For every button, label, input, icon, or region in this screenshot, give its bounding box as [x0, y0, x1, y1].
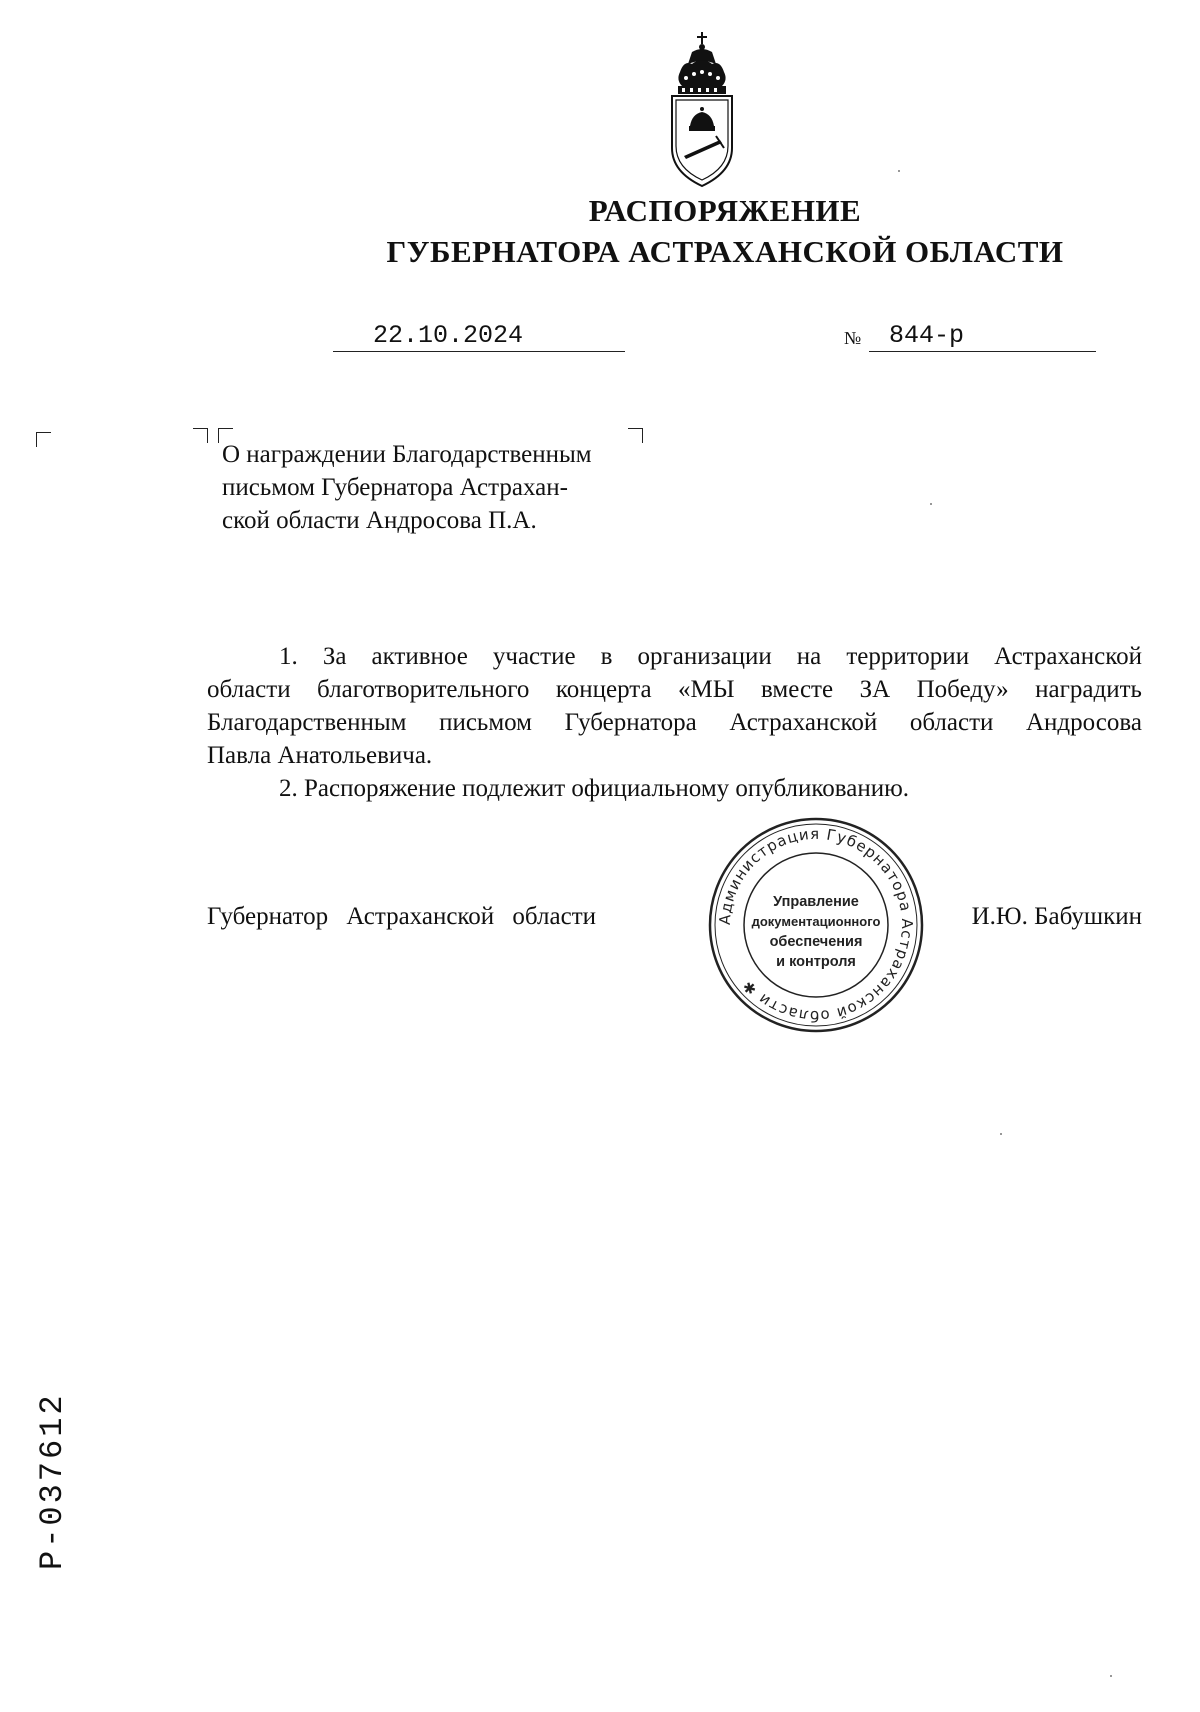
body-word: области	[909, 709, 994, 736]
subject-corner-mark	[193, 428, 208, 443]
body-word: наградить	[1035, 676, 1142, 703]
scan-speck	[898, 170, 900, 172]
seal-inner-line: и контроля	[776, 954, 856, 970]
body-word: в	[600, 643, 613, 670]
seal-outer-text: Администрация Губернатора Астраханской области ✱	[715, 824, 917, 1026]
document-title: РАСПОРЯЖЕНИЕ	[588, 193, 862, 228]
seal-inner-line: документационного	[751, 914, 881, 929]
body-word: территории	[846, 643, 970, 670]
number-sign: №	[844, 328, 862, 348]
body-word: вместе	[761, 676, 834, 703]
document-issuer: ГУБЕРНАТОРА АСТРАХАНСКОЙ ОБЛАСТИ	[386, 234, 1064, 269]
body-word: Астраханской	[729, 709, 878, 736]
body-word: участие	[492, 643, 576, 670]
body-paragraph-2: 2. Распоряжение подлежит официальному опубликованию.	[279, 775, 910, 802]
body-word: письмом	[439, 709, 532, 736]
body-word: Победу»	[916, 676, 1009, 703]
seal-inner-line: Управление	[773, 894, 859, 910]
order-number: 844-р	[889, 321, 965, 350]
body-word: Астраханской	[994, 643, 1142, 670]
seal-inner-line: обеспечения	[769, 934, 863, 950]
body-word: «МЫ	[678, 676, 735, 703]
body-word: на	[796, 643, 822, 670]
body-line	[207, 640, 1142, 673]
body-word: области	[207, 676, 291, 703]
body-word: ЗА	[859, 676, 891, 703]
registration-code: Р-037612	[34, 1392, 71, 1570]
scan-speck	[930, 503, 932, 505]
body-word: Губернатора	[564, 709, 697, 736]
body-word: За	[322, 643, 347, 670]
body-word: организации	[637, 643, 772, 670]
body-line	[207, 706, 1142, 739]
body-word: 1.	[279, 643, 298, 670]
signer-position: Губернатор Астраханской области	[207, 903, 597, 930]
scan-speck	[1110, 1675, 1112, 1677]
body-line	[207, 673, 1142, 706]
subject-line: О награждении Благодарственным	[222, 441, 592, 468]
body-line: Павла Анатольевича.	[207, 742, 433, 769]
scan-speck	[1000, 1133, 1002, 1135]
official-seal-stamp	[707, 816, 925, 1034]
coat-of-arms-icon	[662, 30, 742, 190]
signer-name: И.Ю. Бабушкин	[971, 903, 1142, 930]
order-subject	[222, 438, 642, 537]
order-body	[207, 640, 1142, 805]
body-word: Благодарственным	[207, 709, 407, 736]
body-word: Андросова	[1026, 709, 1142, 736]
subject-line: ской области Андросова П.А.	[222, 507, 537, 534]
subject-line: письмом Губернатора Астрахан-	[222, 474, 568, 501]
order-number-field	[869, 321, 1096, 352]
body-word: активное	[371, 643, 468, 670]
margin-corner-mark	[36, 432, 51, 447]
order-date-field	[333, 321, 625, 352]
body-word: благотворительного	[317, 676, 530, 703]
body-word: концерта	[555, 676, 652, 703]
order-date: 22.10.2024	[373, 321, 524, 350]
